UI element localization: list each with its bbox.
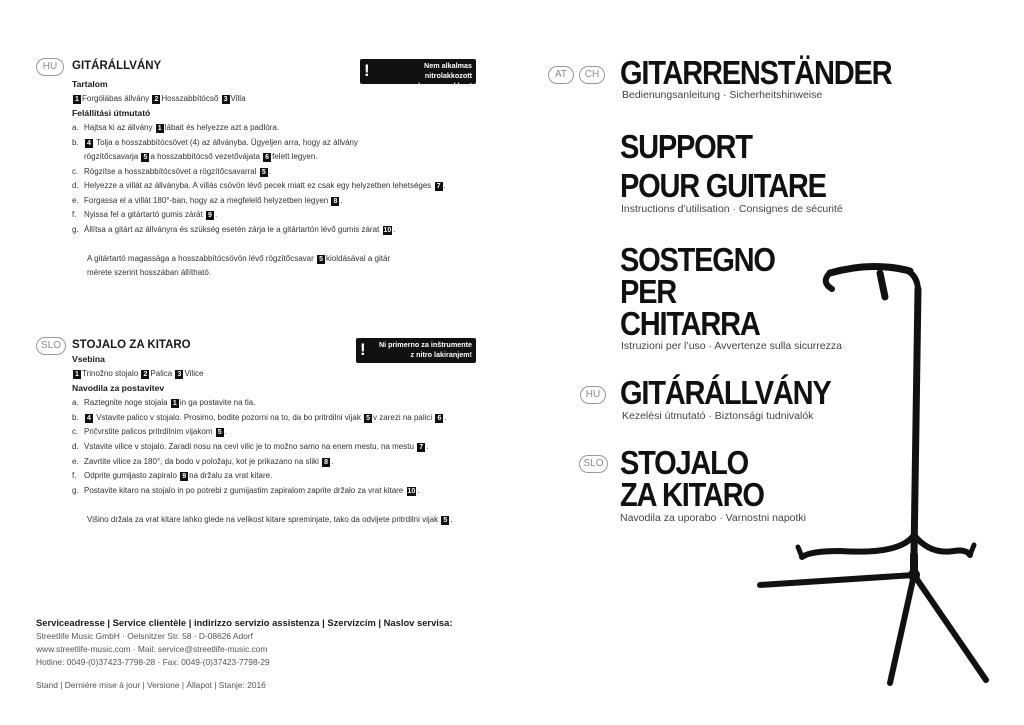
cover-title-it-3: CHITARRA (620, 305, 760, 342)
hu-section-title: GITÁRÁLLVÁNY (72, 60, 162, 72)
slo-contents-line: 1 Trinožno stojalo 2 Palica 3 Vilice (72, 369, 203, 379)
lang-badge-ch: CH (579, 66, 605, 84)
warning-exclamation-icon: ! (360, 340, 366, 359)
slo-step: b. 4 Vstavite palico v stojalo. Prosimo, bodite pozorni na to, da bo pritrdilni vijak 5 v zarezi na palici 6 . (72, 413, 447, 422)
lang-badge-slo: SLO (36, 337, 66, 355)
hu-step: a. Hajtsa ki az állvány 1 lábait és helyezze azt a padlóra. (72, 123, 280, 132)
cover-lang-badge-slo: SLO (579, 455, 608, 473)
hu-contents-heading: Tartalom (72, 79, 108, 89)
slo-step: c. Pričvrstite palicos pritrdilnim vijakom 5 . (72, 427, 227, 436)
warning-line: Nem alkalmas nitrolakkozott (424, 61, 472, 80)
hu-note: A gitártartó magassága a hosszabbítócsövön lévő rögzítőcsavar 5 kioldásával a gitár (87, 254, 391, 263)
cover-title-fr-2: POUR GUITARE (620, 167, 826, 204)
slo-step: g. Postavite kitaro na stojalo in po potrebi z gumijastim zapiralom zaprite držalo za vrat kitare 10 . (72, 486, 420, 495)
guitar-stand-illustration (740, 255, 1005, 695)
slo-contents-heading: Vsebina (72, 354, 105, 364)
hu-step: e. Forgassa el a villát 180°-ban, hogy az a megfelelő helyzetben legyen 8 . (72, 196, 343, 205)
warning-line: hangszerekhez! (418, 81, 472, 90)
warning-line: Ni primerno za inštrumente (378, 340, 472, 349)
hu-instructions-heading: Felállítási útmutató (72, 108, 151, 118)
cover-subtitle-slo: Navodila za uporabo · Varnostni napotki (620, 512, 807, 524)
hu-step: g. Állítsa a gitárt az állványra és szükség esetén zárja le a gitártartón lévő gumis zárat 10 . (72, 225, 396, 234)
cover-subtitle-fr: Instructions d’utilisation · Consignes de sécurité (621, 203, 843, 215)
hu-step: b. 4 Tolja a hosszabbítócsövet (4) az állványba. Ügyeljen arra, hogy az állvány (72, 138, 358, 147)
slo-note: Višino držala za vrat kitare lahko glede na velikost kitare spreminjate, tako da odvijete pritrdilni vijak 5 . (87, 515, 453, 524)
service-address-heading: Serviceadresse | Service clientèle | indirizzo servizio assistenza | Szervizcím | Naslov servisa: (36, 617, 453, 628)
slo-step: d. Vstavite vilice v stojalo. Zaradi nosu na cevi vilic je to možno samo na enem mestu, na mestu 7 . (72, 442, 429, 451)
cover-title-fr-1: SUPPORT (620, 128, 752, 165)
hu-step: d. Helyezze a villát az állványba. A villás csövön lévő pecek miatt ez csak egy helyzetben lehetséges 7 . (72, 181, 446, 190)
cover-title-slo-2: ZA KITARO (620, 476, 764, 513)
lang-badge-at: AT (548, 66, 574, 84)
cover-subtitle-it: Istruzioni per l’uso · Avvertenze sulla sicurrezza (621, 340, 842, 352)
cover-subtitle-de: Bedienungsanleitung · Sicherheitshinweise (622, 89, 823, 101)
slo-step: e. Zavrtite vilice za 180°, da bodo v položaju, kot je prikazano na sliki 8 . (72, 457, 334, 466)
hu-warning-box (360, 59, 476, 90)
cover-subtitle-hu: Kezelési útmutató · Biztonsági tudnivalók (622, 410, 814, 422)
cover-title-slo-1: STOJALO (620, 444, 748, 481)
cover-title-it-1: SOSTEGNO (620, 241, 775, 278)
slo-step: a. Raztegnite noge stojala 1 in ga postavite na tla. (72, 398, 256, 407)
hu-step: rögzítőcsavarja 5 a hosszabbítócső vezetővájata 6 felett legyen. (84, 152, 318, 161)
slo-instructions-heading: Navodila za postavitev (72, 383, 165, 393)
hu-step: f. Nyissa fel a gitártartó gumis zárát 9 . (72, 210, 218, 219)
slo-step: f. Odprite gumijasto zapiralo 9 na držalu za vrat kitare. (72, 471, 273, 480)
version-stand-line: Stand | Dernière mise à jour | Versione | Állapot | Stanje: 2016 (36, 680, 266, 690)
hu-step: c. Rögzítse a hosszabbítócsövet a rögzítőcsavarral 5 . (72, 167, 271, 176)
cover-title-de: GITARRENSTÄNDER (620, 54, 892, 91)
web-mail-line: www.streetlife-music.com · Mail: service@streetlife-music.com (36, 644, 268, 654)
hu-contents-line: 1 Forgólábas állvány 2 Hosszabbítócső 3 Villa (72, 94, 246, 104)
warning-line: z nitro lakiranjem! (410, 350, 472, 359)
hotline-fax-line: Hotline: 0049-(0)37423-7798-28 · Fax: 0049-(0)37423-7798-29 (36, 657, 270, 667)
cover-lang-badge-hu: HU (580, 386, 606, 404)
slo-warning-box (356, 338, 476, 363)
company-address: Streetlife Music GmbH · Oelsnitzer Str. 58 · D-08626 Adorf (36, 631, 253, 641)
cover-title-hu: GITÁRÁLLVÁNY (620, 374, 831, 411)
warning-exclamation-icon: ! (364, 61, 370, 80)
hu-note: mérete szerint hosszában állítható. (87, 268, 212, 277)
lang-badge-hu: HU (36, 58, 64, 76)
slo-section-title: STOJALO ZA KITARO (72, 339, 191, 351)
cover-title-it-2: PER (620, 273, 677, 310)
